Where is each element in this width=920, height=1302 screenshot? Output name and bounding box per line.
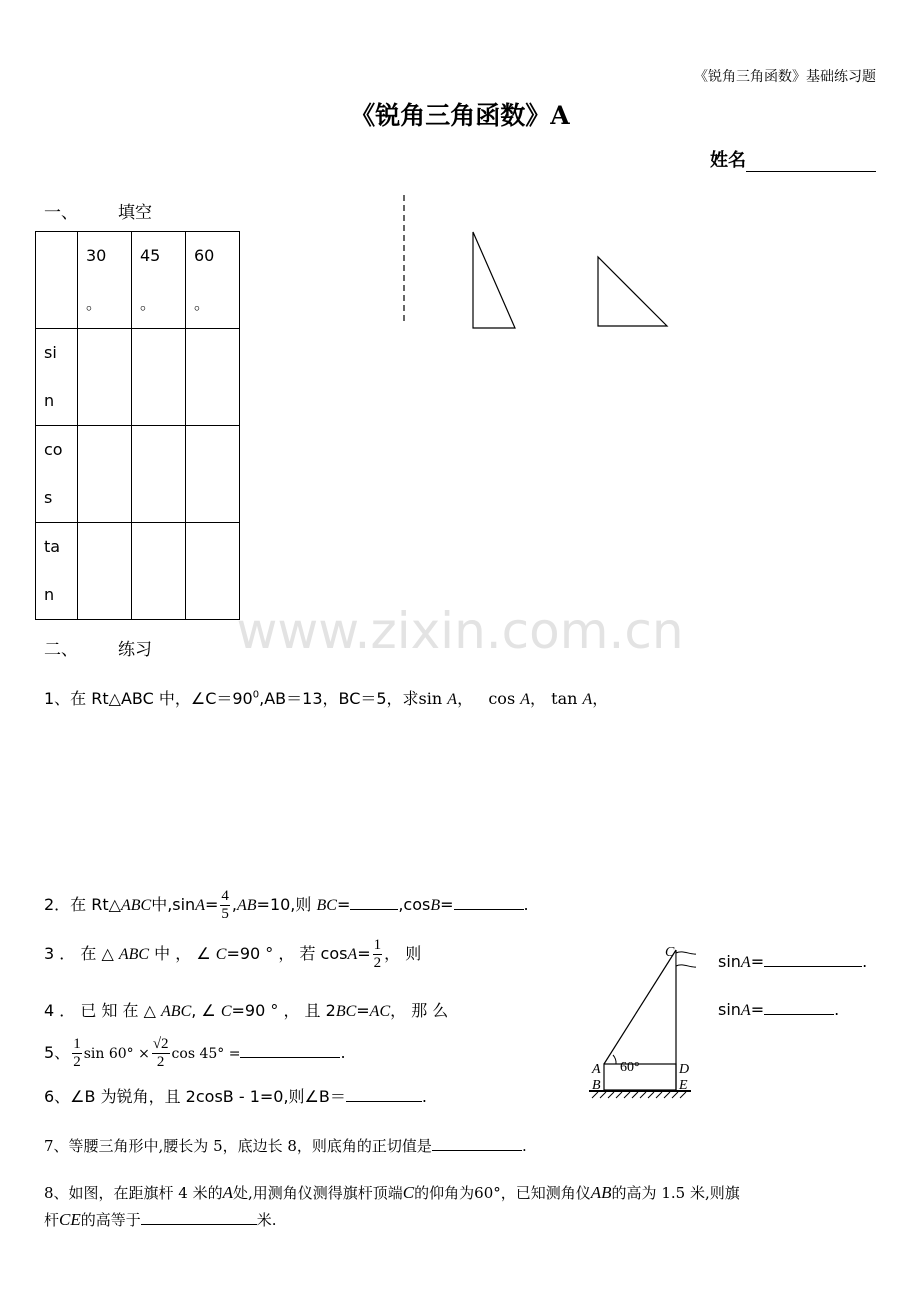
angle-label: 60° (620, 1060, 640, 1075)
label-a: A (592, 1062, 601, 1077)
table-row-cos (36, 426, 240, 523)
label-d: D (679, 1062, 690, 1077)
answer-blank[interactable] (240, 1041, 340, 1058)
name-blank (746, 151, 876, 172)
triangle-30-60 (473, 232, 515, 328)
table-header-30: 30 。 (78, 232, 132, 329)
table-row-sin (36, 329, 240, 426)
label-b: B (592, 1078, 601, 1093)
answer-cell (132, 426, 186, 523)
answer-blank[interactable] (764, 998, 834, 1015)
triangle-45 (598, 257, 667, 326)
flag-icon (676, 952, 696, 967)
question-3-answer: sinA= . (718, 952, 868, 971)
triangle-figures (380, 190, 690, 340)
running-header: 《锐角三角函数》基础练习题 (694, 69, 876, 85)
question-8-line-1: 8、如图，在距旗杆 4 米的A处,用测角仪测得旗杆顶端C的仰角为60°，已知测角仪AB的高为 1.5 米,则旗 (44, 1183, 740, 1202)
question-2: 2．在 Rt△ABC中,sinA= $\frac{4}{5}$ ,AB=10,则 BC= ,cosB= . (44, 888, 529, 922)
section-1-heading (44, 198, 152, 223)
question-8-line-2: 杆CE的高等于 米. (44, 1210, 277, 1229)
label-c: C (665, 945, 675, 960)
answer-cell (132, 329, 186, 426)
section-2-number: 二、 (44, 640, 78, 660)
answer-blank[interactable] (432, 1134, 522, 1151)
fraction-1-2: $\frac{1}{2}$ (73, 1036, 81, 1070)
fraction-1-2: $\frac{1}{2}$ (373, 937, 382, 971)
sight-line (604, 950, 676, 1064)
question-5: 5、 $\frac{1}{2}$ sin 60° × $\frac{√2}{2}$ cos 45° = . (44, 1036, 346, 1070)
watermark: www.zixin.com.cn (236, 602, 684, 660)
label-e: E (679, 1078, 688, 1093)
answer-cell (78, 426, 132, 523)
answer-blank[interactable] (764, 950, 862, 967)
row-label-cos: co s (36, 426, 78, 523)
flagpole-figure (584, 940, 696, 1100)
answer-cell (186, 329, 240, 426)
name-label: 姓名 (710, 150, 746, 171)
measuring-instrument (604, 1064, 676, 1090)
table-header-45: 45 。 (132, 232, 186, 329)
question-4: 4 ． 已 知 在 △ ABC, ∠ C=90 ° ， 且 2BC=AC， 那 么 (44, 1001, 449, 1020)
row-label-sin: si n (36, 329, 78, 426)
angle-arc (613, 1055, 616, 1064)
question-6: 6、∠B 为锐角，且 2cosB - 1=0,则∠B＝ . (44, 1087, 427, 1106)
section-1-number: 一、 (44, 203, 78, 223)
section-2-heading (44, 635, 152, 660)
section-2-title: 练习 (118, 640, 152, 660)
answer-blank[interactable] (141, 1208, 257, 1225)
section-1-title: 填空 (118, 203, 152, 223)
fraction-4-5: $\frac{4}{5}$ (221, 888, 229, 922)
question-3: 3 ． 在 △ ABC 中 ， ∠ C=90 ° ， 若 cosA= $\frac{1}{2}$ ， 则 (44, 937, 422, 971)
row-label-tan: ta n (36, 523, 78, 620)
name-field (710, 146, 876, 172)
ground-hatching (592, 1092, 686, 1098)
question-1: 1、在 Rt△ABC 中，$\angle C=90^0,AB=13$，BC＝5，求sin A， cos A， tan A， (44, 689, 609, 708)
page-title: 《锐角三角函数》A (350, 101, 570, 130)
trig-value-table (35, 231, 240, 620)
answer-blank[interactable] (350, 893, 398, 910)
answer-blank[interactable] (346, 1085, 422, 1102)
table-corner-cell (36, 232, 78, 329)
question-4-answer: sinA= . (718, 1000, 840, 1019)
answer-cell (78, 329, 132, 426)
table-header-60: 60 。 (186, 232, 240, 329)
question-7: 7、等腰三角形中,腰长为 5，底边长 8，则底角的正切值是 . (44, 1134, 527, 1156)
answer-blank[interactable] (454, 893, 524, 910)
answer-cell (186, 426, 240, 523)
fraction-root2-2: $\frac{√2}{2}$ (152, 1036, 169, 1070)
